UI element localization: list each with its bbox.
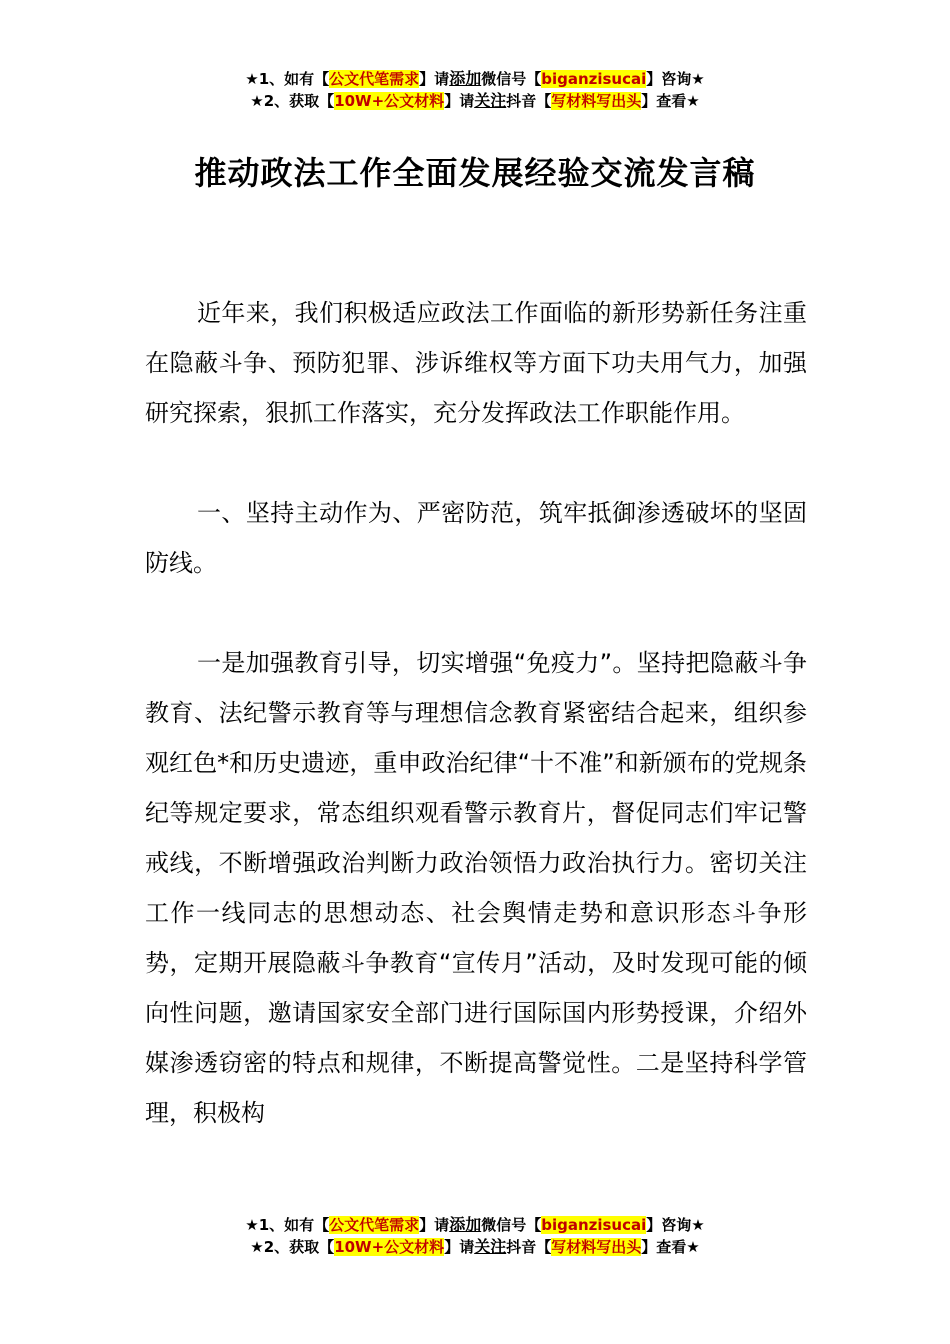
notice-emphasis: 添加 bbox=[449, 1215, 482, 1234]
notice-line-1 bbox=[0, 1214, 950, 1236]
notice-text: 】查看★ bbox=[641, 92, 700, 110]
notice-emphasis: 添加 bbox=[449, 69, 482, 88]
notice-text: ★1、如有【 bbox=[245, 1216, 330, 1234]
notice-emphasis: 关注 bbox=[474, 91, 507, 110]
notice-text: ★2、获取【 bbox=[250, 1238, 335, 1256]
notice-text: ★2、获取【 bbox=[250, 92, 335, 110]
highlight-ghostwriting: 公文代笔需求 bbox=[329, 1216, 420, 1234]
document-title: 推动政法工作全面发展经验交流发言稿 bbox=[194, 154, 756, 192]
header-notice bbox=[0, 68, 950, 112]
notice-emphasis: 关注 bbox=[474, 1237, 507, 1256]
highlight-douyin: 写材料写出头 bbox=[551, 92, 642, 110]
notice-text: 】查看★ bbox=[641, 1238, 700, 1256]
highlight-materials: 10W+公文材料 bbox=[334, 1238, 445, 1256]
notice-text: 微信号【 bbox=[481, 70, 542, 88]
footer-notice bbox=[0, 1214, 950, 1258]
notice-line-2 bbox=[0, 90, 950, 112]
highlight-ghostwriting: 公文代笔需求 bbox=[329, 70, 420, 88]
notice-text: 】请 bbox=[419, 70, 450, 88]
notice-text: 抖音【 bbox=[506, 92, 552, 110]
notice-text: 】咨询★ bbox=[646, 70, 705, 88]
notice-line-2 bbox=[0, 1236, 950, 1258]
document-body bbox=[145, 288, 807, 1188]
highlight-materials: 10W+公文材料 bbox=[334, 92, 445, 110]
notice-text: 】请 bbox=[444, 1238, 475, 1256]
paragraph-section-heading: 一、坚持主动作为、严密防范，筑牢抵御渗透破坏的坚固防线。 bbox=[145, 499, 807, 577]
paragraph-body: 一是加强教育引导，切实增强“免疫力”。坚持把隐蔽斗争教育、法纪警示教育等与理想信念教育紧密结合起来，组织参观红色*和历史遗迹，重申政治纪律“十不准”和新颁布的党规条纪等规定要求，常态组织观看警示教育片，督促同志们牢记警戒线，不断增强政治判断力政治领悟力政治执行力。密切关注工作一线同志的思想动态、社会舆情走势和意识形态斗争形势，定期开展隐蔽斗争教育“宣传月”活动，及时发现可能的倾向性问题，邀请国家安全部门进行国际国内形势授课，介绍外媒渗透窃密的特点和规律，不断提高警觉性。二是坚持科学管理，积极构 bbox=[145, 649, 807, 1127]
highlight-wechat-id: biganzisucai bbox=[541, 70, 647, 88]
highlight-douyin: 写材料写出头 bbox=[551, 1238, 642, 1256]
notice-text: ★1、如有【 bbox=[245, 70, 330, 88]
paragraph-intro: 近年来，我们积极适应政法工作面临的新形势新任务注重在隐蔽斗争、预防犯罪、涉诉维权等方面下功夫用气力，加强研究探索，狠抓工作落实，充分发挥政法工作职能作用。 bbox=[145, 299, 807, 427]
notice-line-1 bbox=[0, 68, 950, 90]
notice-text: 微信号【 bbox=[481, 1216, 542, 1234]
notice-text: 抖音【 bbox=[506, 1238, 552, 1256]
notice-text: 】咨询★ bbox=[646, 1216, 705, 1234]
highlight-wechat-id: biganzisucai bbox=[541, 1216, 647, 1234]
notice-text: 】请 bbox=[419, 1216, 450, 1234]
notice-text: 】请 bbox=[444, 92, 475, 110]
